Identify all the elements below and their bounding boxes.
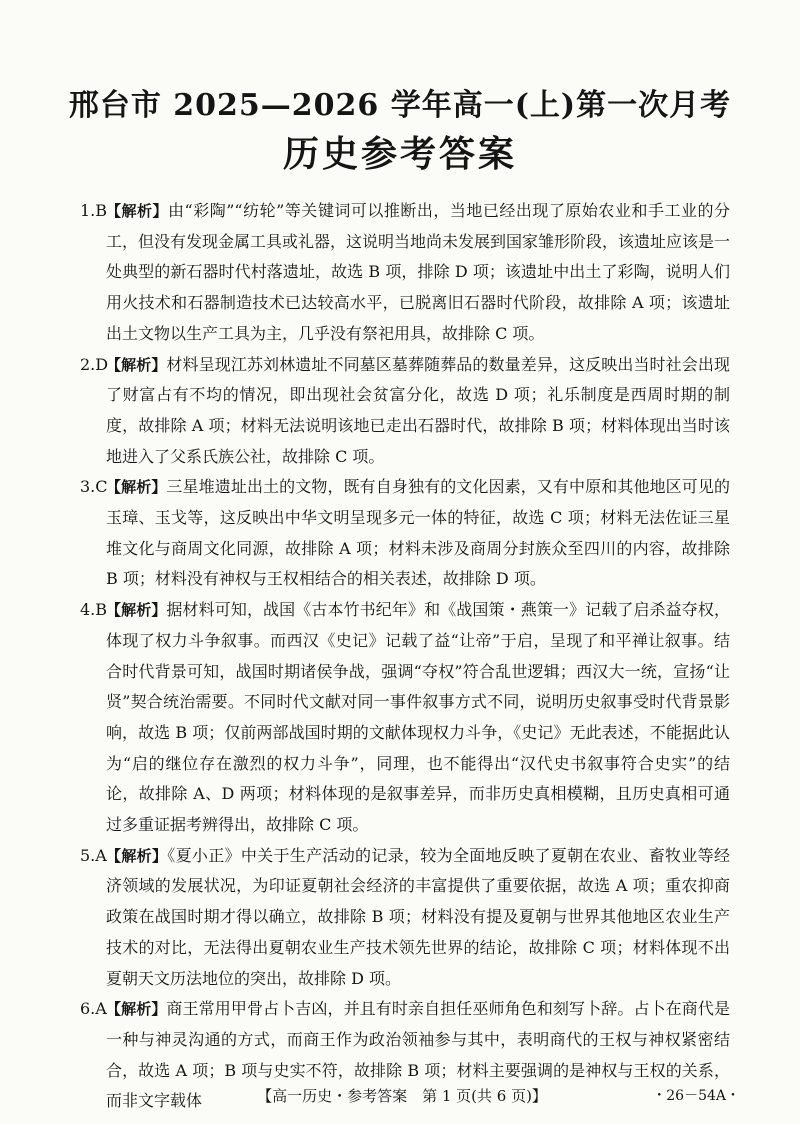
analysis-tag: 【解析】 bbox=[106, 478, 167, 497]
explanation-text: 【解析】据材料可知，战国《古本竹书纪年》和《战国策・燕策一》记载了启杀益夺权，体现了权力斗争叙事。而西汉《史记》记载了益“让帝”于启，呈现了和平禅让叙事。结合时代背景可知，战国时期诸侯争战，强调“夺权”符合乱世逻辑；西汉大一统，宣扬“让贤”契合统治需要。不同时代文献对同一事件叙事方式不同，说明历史叙事受时代背景影响，故选 B 项；仅前两部战国时期的文献体现权力斗争，《史记》无此表述，不能据此认为“启的继位存在激烈的权力斗争”，同理，也不能得出“汉代史书叙事符合史实”的结论，故排除 A、D 两项；材料体现的是叙事差异，而非历史真相模糊，且历史真相可通过多重证据考辨得出，故排除 C 项。 bbox=[106, 600, 730, 835]
answer-item-4 bbox=[80, 595, 730, 841]
page-footer bbox=[0, 1084, 800, 1108]
analysis-tag: 【解析】 bbox=[106, 355, 167, 374]
question-number: 2.D bbox=[80, 354, 109, 374]
question-number: 1.B bbox=[80, 201, 108, 220]
question-number: 6.A bbox=[80, 999, 107, 1019]
analysis-tag: 【解析】 bbox=[106, 846, 168, 865]
analysis-tag: 【解析】 bbox=[106, 601, 167, 620]
explanation-text: 【解析】由“彩陶”“纺轮”等关键词可以推断出，当地已经出现了原始农业和手工业的分工，但没有发现金属工具或礼器，这说明当地尚未发展到国家雏形阶段，该遗址应该是一处典型的新石器时代村落遗址，故选 B 项，排除 D 项；该遗址中出土了彩陶，说明人们用火技术和石器制造技术已达较高水平，已脱离旧石器时代阶段，故排除 A 项；该遗址出土文物以生产工具为主，几乎没有祭祀用具，故排除 C 项。 bbox=[106, 201, 731, 343]
footer-page-info: 【高一历史・参考答案 第 1 页(共 6 页)】 bbox=[257, 1087, 547, 1105]
answer-list bbox=[80, 196, 730, 1117]
answer-item-1 bbox=[80, 196, 730, 350]
answer-item-5 bbox=[80, 841, 730, 995]
question-number: 4.B bbox=[80, 600, 108, 620]
exam-title: 邢台市 2025—2026 学年高一(上)第一次月考 bbox=[68, 88, 732, 123]
answer-item-3 bbox=[80, 472, 730, 595]
footer-document-code: ・26－54A・ bbox=[652, 1088, 740, 1104]
explanation-text: 【解析】三星堆遗址出土的文物，既有自身独有的文化因素，又有中原和其他地区可见的玉璋、玉戈等，这反映出中华文明呈现多元一体的特征，故选 C 项；材料无法佐证三星堆文化与商周文化同源，故排除 A 项；材料未涉及商周分封族众至四川的内容，故排除 B 项；材料没有神权与王权相结合的相关表述，故排除 D 项。 bbox=[106, 477, 730, 589]
explanation-text: 【解析】《夏小正》中关于生产活动的记录，较为全面地反映了夏朝在农业、畜牧业等经济领域的发展状况，为印证夏朝社会经济的丰富提供了重要依据，故选 A 项；重农抑商政策在战国时期才得以确立，故排除 B 项；材料没有提及夏朝与世界其他地区农业生产技术的对比，无法得出夏朝农业生产技术领先世界的结论，故排除 C 项；材料体现不出夏朝天文历法地位的突出，故排除 D 项。 bbox=[106, 845, 730, 988]
question-number: 3.C bbox=[80, 477, 108, 497]
analysis-tag: 【解析】 bbox=[106, 202, 169, 220]
analysis-tag: 【解析】 bbox=[106, 1000, 167, 1019]
explanation-text: 【解析】商王常用甲骨占卜吉凶，并且有时亲自担任巫师角色和刻写卜辞。占卜在商代是一种与神灵沟通的方式，而商王作为政治领袖参与其中，表明商代的王权与神权紧密结合，故选 A 项；B 项与史实不符，故排除 B 项；材料主要强调的是神权与王权的关系，而非文字载体 bbox=[106, 999, 730, 1111]
document-subtitle: 历史参考答案 bbox=[282, 133, 517, 175]
question-number: 5.A bbox=[80, 845, 107, 865]
explanation-text: 【解析】材料呈现江苏刘林遗址不同墓区墓葬随葬品的数量差异，这反映出当时社会出现了财富占有不均的情况，即出现社会贫富分化，故选 D 项；礼乐制度是西周时期的制度，故排除 A 项；材料无法说明该地已走出石器时代，故排除 B 项；材料体现出当时该地进入了父系氏族公社，故排除 C 项。 bbox=[106, 354, 730, 466]
answer-item-2 bbox=[80, 350, 730, 473]
